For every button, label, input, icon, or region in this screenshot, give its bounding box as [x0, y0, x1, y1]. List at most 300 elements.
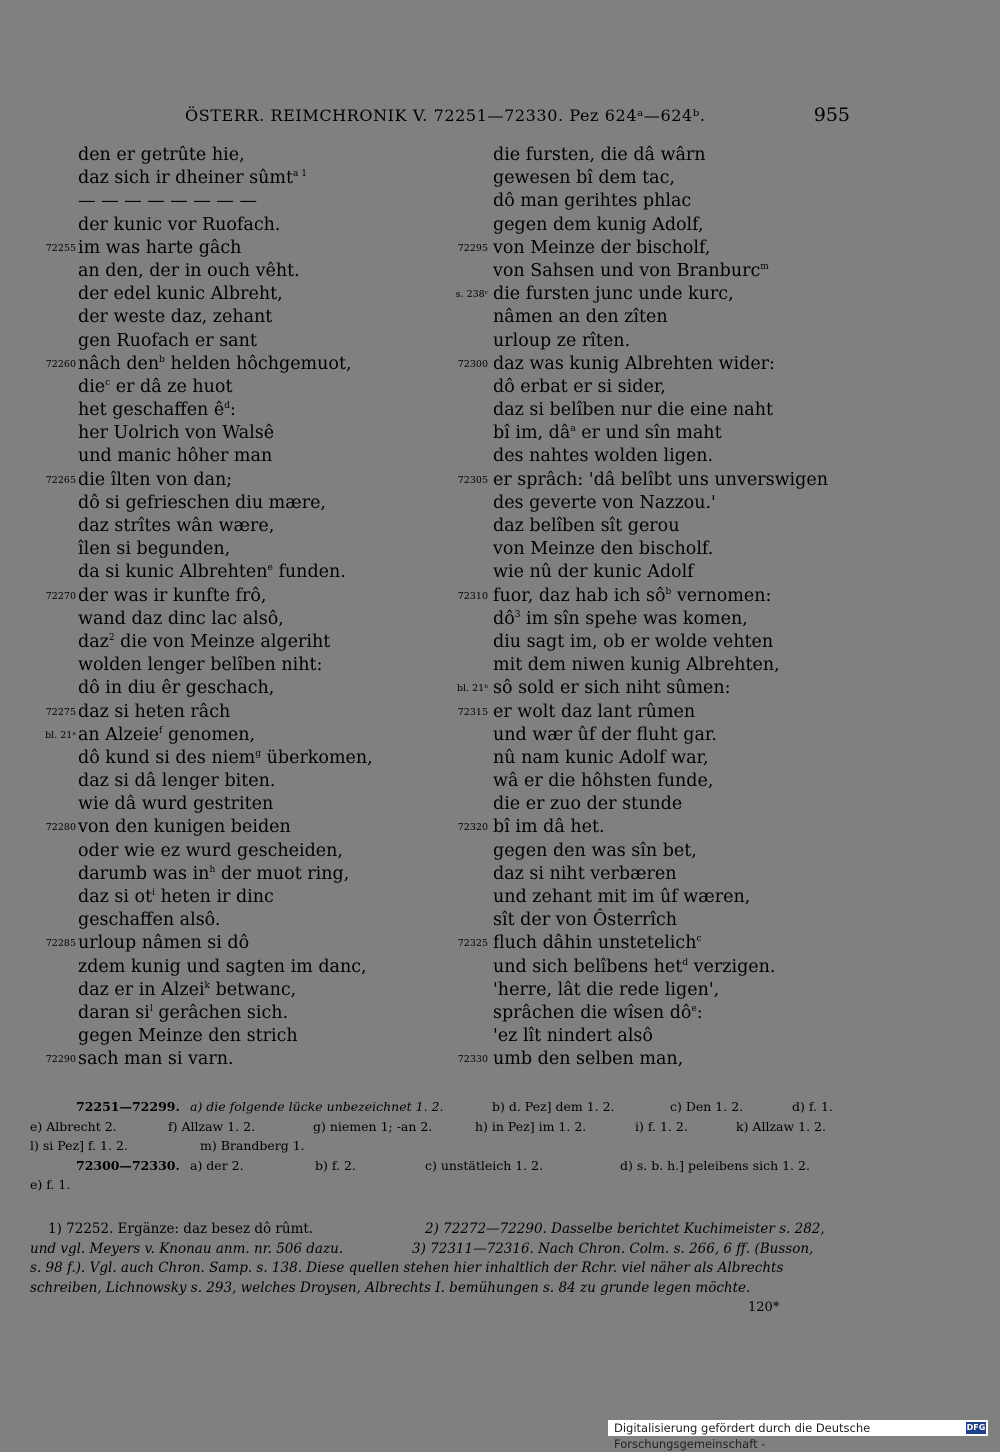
- verse-line: [30, 585, 440, 608]
- verse-text-part: er und sîn maht: [575, 423, 722, 444]
- line-number: 72295: [457, 242, 488, 254]
- verse-text: [78, 353, 352, 376]
- verse-text-part: funden.: [272, 562, 346, 583]
- verse-text: [493, 770, 713, 793]
- verse-text-part: îlen si begunden,: [78, 539, 231, 560]
- verse-text-part: daz si belîben nur die eine naht: [493, 400, 774, 421]
- verse-text: [493, 538, 713, 561]
- verse-line: [445, 840, 865, 863]
- footnote-marker: c: [696, 934, 702, 945]
- verse-line: [445, 909, 865, 932]
- verse-line: [445, 283, 865, 306]
- verse-text: [493, 445, 713, 468]
- verse-text-part: daz: [78, 631, 109, 652]
- verse-text-part: urloup nâmen si dô: [78, 933, 250, 954]
- note-text: 2) 72272—72290. Dasselbe berichtet Kuchimeister s. 282,: [425, 1221, 825, 1237]
- verse-text-part: fuor, daz hab ich sô: [493, 585, 666, 606]
- verse-text-part: 'herre, lât die rede ligen',: [493, 979, 720, 1000]
- verse-text: [78, 793, 273, 816]
- verse-line: [30, 840, 440, 863]
- verse-text-part: sô sold er sich niht sûmen:: [493, 678, 731, 699]
- verse-text-part: oder wie ez wurd gescheiden,: [78, 840, 343, 861]
- verse-text: [78, 631, 330, 654]
- apparatus-note: l) si Pez] f. 1. 2.: [30, 1138, 128, 1153]
- verse-text: [493, 515, 679, 538]
- verse-text-part: der kunic vor Ruofach.: [78, 214, 281, 235]
- verse-text: [78, 1025, 298, 1048]
- verse-text: [78, 816, 291, 839]
- line-number: 72265: [45, 474, 76, 486]
- verse-line: [445, 979, 865, 1002]
- verse-text: [78, 399, 236, 422]
- note-text: schreiben, Lichnowsky s. 293, welches Droysen, Albrechts I. bemühungen s. 84 zu grunde legen möchte.: [30, 1279, 751, 1296]
- critical-apparatus: [30, 1097, 850, 1195]
- line-number: 72300: [457, 358, 488, 370]
- verse-text-part: wand daz dinc lac alsô,: [78, 608, 284, 629]
- line-number: 72305: [457, 474, 488, 486]
- verse-text-part: die fursten, die dâ wârn: [493, 145, 706, 165]
- verse-text-part: betwanc,: [210, 979, 297, 1000]
- verse-text-part: von den kunigen beiden: [78, 817, 291, 838]
- apparatus-note: h) in Pez] im 1. 2.: [475, 1118, 587, 1134]
- verse-line: [30, 538, 440, 561]
- verse-text: [493, 747, 709, 770]
- verse-text-part: den er getrûte hie,: [78, 145, 245, 165]
- verse-text-part: der edel kunic Albreht,: [78, 284, 283, 305]
- verse-text-part: und manic hôher man: [78, 446, 273, 467]
- verse-line: [445, 376, 865, 399]
- verse-text: [78, 214, 280, 237]
- verse-text: [78, 190, 257, 213]
- verse-line: [30, 492, 440, 515]
- verse-text: [493, 631, 773, 654]
- verse-text-part: umb den selben man,: [493, 1049, 684, 1070]
- verse-text: [78, 677, 274, 700]
- apparatus-row: [30, 1175, 850, 1195]
- verse-text-part: sprâchen die wîsen dô: [493, 1002, 692, 1023]
- footnote-marker: g: [255, 749, 262, 760]
- verse-text-part: verzigen.: [688, 956, 776, 977]
- verse-text: [78, 863, 349, 886]
- verse-text-part: diu sagt im, ob er wolde vehten: [493, 631, 774, 652]
- verse-text: [493, 1048, 683, 1071]
- verse-text-part: gegen den was sîn bet,: [493, 840, 697, 861]
- verse-text-part: im was harte gâch: [78, 237, 242, 258]
- verse-text-part: daz was kunig Albrehten wider:: [493, 353, 775, 374]
- verse-text-part: fluch dâhin unstetelich: [493, 933, 697, 954]
- verse-text-part: die îlten von dan;: [78, 469, 233, 490]
- verse-line: [445, 654, 865, 677]
- verse-text: [493, 701, 695, 724]
- verse-text-part: helden hôchgemuot,: [164, 353, 352, 374]
- verse-text: [78, 747, 373, 770]
- verse-text-part: vernomen:: [671, 585, 772, 606]
- verse-text: [493, 932, 702, 955]
- verse-text-part: die von Meinze algeriht: [114, 631, 331, 652]
- verse-text-part: mit dem niwen kunig Albrehten,: [493, 655, 780, 676]
- verse-text: [78, 376, 233, 399]
- verse-text: [78, 144, 245, 167]
- footnote-marker: a: [570, 424, 576, 435]
- verse-text-part: zdem kunig und sagten im danc,: [78, 956, 367, 977]
- line-number: 72285: [45, 938, 76, 950]
- verse-text: [493, 422, 722, 445]
- verse-line: [30, 909, 440, 932]
- verse-line: [30, 654, 440, 677]
- verse-text: [493, 167, 675, 190]
- apparatus-note: m) Brandberg 1.: [200, 1138, 305, 1153]
- verse-text-part: die fursten junc unde kurc,: [493, 284, 734, 305]
- verse-line: [30, 863, 440, 886]
- apparatus-row: [30, 1097, 850, 1117]
- verse-line: [445, 422, 865, 445]
- verse-line: [30, 1048, 440, 1071]
- verse-text-part: nâmen an den zîten: [493, 307, 668, 328]
- verse-text: [78, 724, 255, 747]
- verse-text-part: die: [78, 376, 106, 397]
- verse-text-part: der weste daz, zehant: [78, 307, 273, 328]
- verse-text: [493, 956, 775, 979]
- verse-line: [30, 1025, 440, 1048]
- verse-text-part: überkomen,: [261, 747, 373, 768]
- apparatus-note: d) s. b. h.] peleibens sich 1. 2.: [620, 1157, 810, 1173]
- verse-line: [30, 932, 440, 955]
- note-text: 3) 72311—72316. Nach Chron. Colm. s. 266, 6 ff. (Busson,: [412, 1240, 814, 1257]
- footnote-marker: d: [224, 401, 231, 412]
- verse-line: [445, 515, 865, 538]
- running-header: [170, 106, 850, 128]
- verse-text: [493, 608, 748, 631]
- verse-text: [493, 144, 706, 167]
- line-number: 72290: [45, 1054, 76, 1066]
- footnote-marker: d: [682, 957, 689, 968]
- footnote-marker: 3: [514, 609, 521, 620]
- verse-text-part: nâch den: [78, 353, 160, 374]
- apparatus-note: b) f. 2.: [315, 1157, 356, 1173]
- verse-text: [493, 214, 704, 237]
- verse-text: [493, 677, 731, 700]
- footer-text: Digitalisierung gefördert durch die Deutsche Forschungsgemeinschaft -: [614, 1421, 871, 1451]
- verse-line: [30, 399, 440, 422]
- verse-text-part: gegen Meinze den strich: [78, 1026, 298, 1047]
- line-number: 72330: [457, 1054, 488, 1066]
- verse-text: [493, 793, 682, 816]
- verse-line: [30, 724, 440, 747]
- footnote-marker: k: [204, 980, 211, 991]
- verse-text: [493, 353, 775, 376]
- verse-line: [30, 260, 440, 283]
- verse-text-part: des nahtes wolden ligen.: [493, 446, 714, 467]
- verse-text: [78, 561, 346, 584]
- verse-text-part: an Alzeie: [78, 724, 160, 745]
- verse-line: [30, 445, 440, 468]
- verse-line: [445, 1048, 865, 1071]
- footnote-marker: e: [267, 563, 273, 574]
- apparatus-note: e) Albrecht 2.: [30, 1118, 117, 1134]
- apparatus-note: a) der 2.: [190, 1157, 244, 1173]
- verse-line: [445, 816, 865, 839]
- apparatus-note: c) unstätleich 1. 2.: [425, 1157, 544, 1173]
- verse-text: [78, 840, 343, 863]
- dfg-logo-icon: DFG: [966, 1423, 986, 1432]
- verse-text: [493, 469, 828, 492]
- verse-text-part: daz strîtes wân wære,: [78, 516, 275, 536]
- verse-text-part: von Meinze der bischolf,: [493, 237, 711, 258]
- verse-text: [493, 863, 677, 886]
- verse-line: [445, 585, 865, 608]
- verse-line: [30, 816, 440, 839]
- verse-text-part: wie dâ wurd gestriten: [78, 794, 274, 815]
- verse-text-part: darumb was in: [78, 863, 210, 884]
- line-number: 72320: [457, 822, 488, 834]
- verse-text-part: die er zuo der stunde: [493, 794, 683, 815]
- verse-text-part: daz si dâ lenger biten.: [78, 771, 276, 792]
- verse-line: [445, 561, 865, 584]
- verse-line: [30, 1002, 440, 1025]
- verse-text: [78, 538, 230, 561]
- verse-text: [78, 608, 284, 631]
- verse-text: [493, 840, 697, 863]
- verse-text-part: daz sich ir dheiner sûmt: [78, 168, 294, 189]
- verse-text: [78, 306, 272, 329]
- verse-line: [445, 237, 865, 260]
- verse-text: [493, 585, 771, 608]
- apparatus-note: e) f. 1.: [30, 1177, 71, 1192]
- verse-text: [78, 492, 326, 515]
- verse-line: [30, 631, 440, 654]
- verse-line: [445, 445, 865, 468]
- verse-text-part: er dâ ze huot: [110, 376, 233, 397]
- verse-text-part: wâ er die hôhsten funde,: [493, 771, 714, 792]
- verse-text: [78, 330, 257, 353]
- verse-text-part: und zehant mit im ûf wæren,: [493, 887, 751, 907]
- verse-text-part: bî im dâ het.: [493, 817, 605, 838]
- verse-text-part: dô si gefrieschen diu mære,: [78, 492, 326, 513]
- verse-text-part: und sich belîbens het: [493, 956, 683, 977]
- verse-text-part: der muot ring,: [215, 863, 350, 884]
- verse-text: [493, 399, 773, 422]
- verse-line: [30, 608, 440, 631]
- header-title: ÖSTERR. REIMCHRONIK V. 72251—72330. Pez 624ᵃ—624ᵇ.: [185, 106, 706, 125]
- verse-text-part: her Uolrich von Walsê: [78, 423, 275, 444]
- line-number: 72325: [457, 938, 488, 950]
- footnote-marker: h: [209, 864, 216, 875]
- page-number: 955: [813, 104, 850, 126]
- verse-line: [445, 190, 865, 213]
- verse-text: [493, 654, 780, 677]
- verse-text-part: heten ir dinc: [155, 887, 274, 907]
- verse-text: [78, 1048, 234, 1071]
- verse-line: [445, 214, 865, 237]
- verse-text-part: gegen dem kunig Adolf,: [493, 214, 704, 235]
- verse-text: [78, 886, 274, 909]
- verse-line: [30, 330, 440, 353]
- verse-text-part: :: [230, 400, 236, 421]
- verse-line: [445, 608, 865, 631]
- verse-text-part: daz si niht verbæren: [493, 863, 677, 884]
- verse-line: [445, 260, 865, 283]
- verse-line: [445, 793, 865, 816]
- verse-text-part: daz belîben sît gerou: [493, 516, 680, 536]
- line-number: 72310: [457, 590, 488, 602]
- apparatus-note: d) f. 1.: [792, 1099, 833, 1114]
- verse-line: [30, 770, 440, 793]
- footnote-marker: b: [665, 586, 672, 597]
- verse-text-part: nû nam kunic Adolf war,: [493, 747, 709, 768]
- verse-text-part: dô man gerihtes phlac: [493, 191, 692, 212]
- verse-text: [78, 701, 230, 724]
- verse-text: [78, 469, 232, 492]
- apparatus-note: a) die folgende lücke unbezeichnet 1. 2.: [190, 1099, 444, 1114]
- verse-line: [445, 144, 865, 167]
- line-number: 72315: [457, 706, 488, 718]
- verse-line: [445, 724, 865, 747]
- right-verse-column: [445, 144, 865, 1072]
- verse-line: [445, 538, 865, 561]
- apparatus-note: f) Allzaw 1. 2.: [168, 1118, 256, 1134]
- verse-text: [78, 585, 266, 608]
- verse-text-part: wie nû der kunic Adolf: [493, 562, 694, 583]
- verse-text: [493, 260, 769, 283]
- verse-line: [445, 932, 865, 955]
- verse-text: [493, 492, 716, 515]
- footnote-marker: i: [152, 888, 156, 899]
- verse-text: [78, 956, 367, 979]
- verse-text: [78, 445, 272, 468]
- verse-line: [445, 701, 865, 724]
- footnote-marker: 2: [108, 633, 115, 644]
- footnote-marker: b: [159, 354, 165, 365]
- verse-text-part: da si kunic Albrehten: [78, 562, 268, 583]
- verse-text-part: dô: [493, 608, 515, 629]
- verse-line: [445, 306, 865, 329]
- line-number: 72270: [45, 590, 76, 602]
- verse-text-part: er wolt daz lant rûmen: [493, 701, 696, 722]
- verse-line: [445, 167, 865, 190]
- verse-text-part: im sîn spehe was komen,: [520, 608, 748, 629]
- verse-text-part: bî im, dâ: [493, 423, 571, 444]
- verse-text: [493, 283, 734, 306]
- verse-text: [78, 1002, 288, 1025]
- verse-text: [493, 724, 717, 747]
- apparatus-note: g) niemen 1; -an 2.: [313, 1118, 433, 1134]
- verse-line: [445, 886, 865, 909]
- line-number: 72275: [45, 706, 76, 718]
- verse-line: [30, 283, 440, 306]
- verse-text-part: gewesen bî dem tac,: [493, 168, 675, 189]
- verse-text-part: daz si heten râch: [78, 701, 231, 722]
- line-number: 72280: [45, 822, 76, 834]
- verse-line: [445, 747, 865, 770]
- verse-line: [445, 330, 865, 353]
- verse-text: [78, 283, 283, 306]
- verse-text-part: gerâchen sich.: [152, 1002, 289, 1023]
- verse-text-part: von Sahsen und von Branburc: [493, 260, 761, 281]
- apparatus-row: [30, 1136, 850, 1156]
- verse-text-part: daran si: [78, 1002, 150, 1023]
- note-text: und vgl. Meyers v. Knonau anm. nr. 506 dazu.: [30, 1240, 344, 1257]
- verse-text: [78, 260, 300, 283]
- verse-line: [30, 561, 440, 584]
- verse-text-part: der was ir kunfte frô,: [78, 585, 267, 606]
- verse-text-part: — — — — — — — —: [78, 191, 257, 212]
- verse-text: [493, 979, 719, 1002]
- apparatus-row: [30, 1117, 850, 1137]
- apparatus-note: i) f. 1. 2.: [635, 1118, 688, 1134]
- verse-text: [493, 376, 666, 399]
- verse-text: [78, 979, 296, 1002]
- verse-line: [30, 747, 440, 770]
- verse-line: [30, 886, 440, 909]
- line-number: 72260: [45, 358, 76, 370]
- verse-line: [445, 353, 865, 376]
- apparatus-range: 72251—72299.: [76, 1099, 180, 1114]
- note-text: s. 98 f.). Vgl. auch Chron. Samp. s. 138. Diese quellen stehen hier inhaltlich der Rchr. viel näher als Albrechts: [30, 1260, 784, 1276]
- verse-line: [30, 190, 440, 213]
- verse-text: [493, 330, 630, 353]
- verse-line: [30, 353, 440, 376]
- left-verse-column: [30, 144, 440, 1072]
- verse-line: [30, 701, 440, 724]
- verse-text-part: des geverte von Nazzou.': [493, 492, 716, 513]
- verse-line: [30, 677, 440, 700]
- footnote-marker: a 1: [293, 169, 307, 180]
- verse-line: [30, 214, 440, 237]
- verse-text-part: genomen,: [162, 724, 256, 745]
- line-number: s. 238ᶜ: [455, 289, 488, 301]
- verse-text: [78, 770, 276, 793]
- verse-line: [445, 863, 865, 886]
- footnote-marker: m: [760, 262, 769, 273]
- verse-text-part: dô erbat er si sider,: [493, 376, 666, 397]
- note-row: [30, 1220, 850, 1240]
- verse-text-part: 'ez lît nindert alsô: [493, 1026, 653, 1047]
- verse-line: [445, 399, 865, 422]
- apparatus-note: c) Den 1. 2.: [670, 1099, 744, 1114]
- verse-text-part: dô in diu êr geschach,: [78, 678, 275, 699]
- verse-text-part: daz si ot: [78, 887, 153, 907]
- apparatus-row: [30, 1156, 850, 1176]
- verse-line: [445, 956, 865, 979]
- verse-text: [493, 1025, 653, 1048]
- verse-text-part: :: [696, 1002, 703, 1023]
- verse-text: [78, 515, 274, 538]
- verse-text-part: dô kund si des niem: [78, 747, 256, 768]
- verse-line: [30, 376, 440, 399]
- commentary-notes: [30, 1220, 850, 1298]
- verse-line: [30, 515, 440, 538]
- verse-line: [445, 1025, 865, 1048]
- verse-text: [493, 190, 691, 213]
- line-number: bl. 21ᵃ: [45, 729, 76, 741]
- verse-text-part: sach man si varn.: [78, 1049, 234, 1070]
- footnote-marker: f: [159, 725, 163, 736]
- note-text: 1) 72252. Ergänze: daz besez dô rûmt.: [48, 1221, 314, 1237]
- note-row: [30, 1279, 850, 1299]
- verse-text: [78, 237, 241, 260]
- verse-line: [445, 677, 865, 700]
- verse-line: [445, 1002, 865, 1025]
- verse-line: [445, 770, 865, 793]
- verse-line: [30, 422, 440, 445]
- verse-line: [30, 469, 440, 492]
- footnote-marker: c: [105, 378, 111, 389]
- verse-text: [493, 909, 677, 932]
- verse-text: [78, 909, 220, 932]
- verse-text-part: er sprâch: 'dâ belîbt uns unverswigen: [493, 469, 828, 490]
- apparatus-range: 72300—72330.: [76, 1157, 180, 1173]
- verse-line: [445, 469, 865, 492]
